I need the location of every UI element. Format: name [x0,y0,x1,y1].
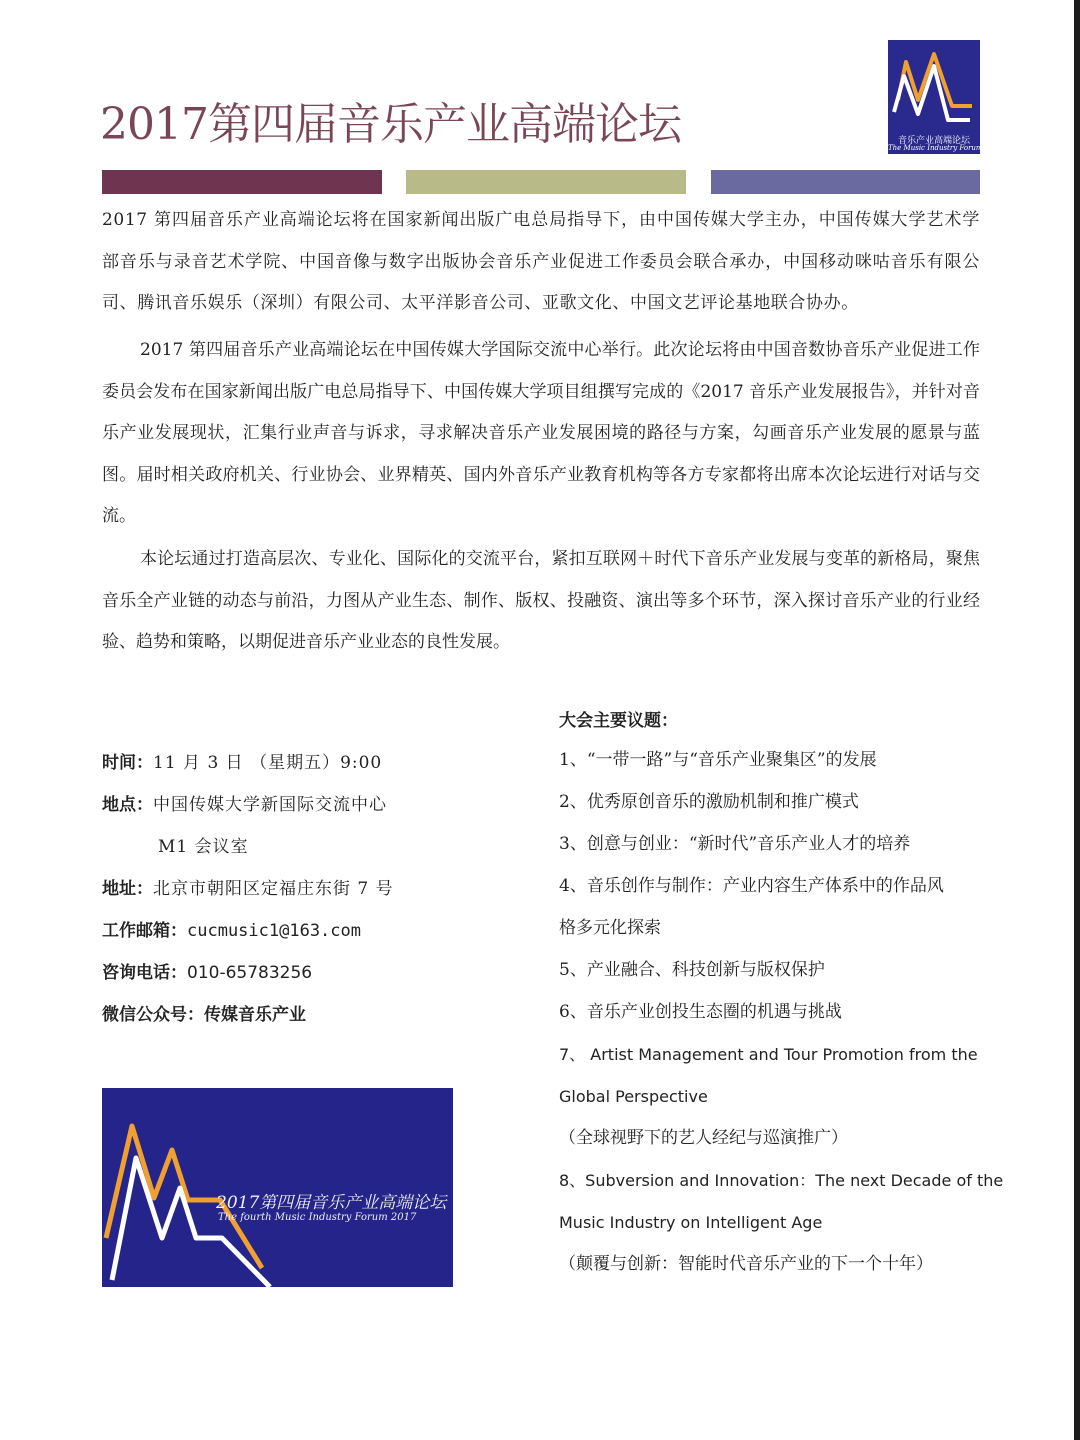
venue-paragraph: 2017 第四届音乐产业高端论坛在中国传媒大学国际交流中心举行。此次论坛将由中国音数协音乐产业促进工作委员会发布在国家新闻出版广电总局指导下、中国传媒大学项目组撰写完成的《2017 音乐产业发展报告》，并针对音乐产业发展现状，汇集行业声音与诉求，寻求解决音乐产业发展困境的路径与方案，勾画音乐产业发展的愿景与蓝图。届时相关政府机关、行业协会、业界精英、国内外音乐产业教育机构等各方专家都将出席本次论坛进行对话与交流。 [102,340,980,526]
info-room [158,832,249,857]
topic-line: 1、“一带一路”与“音乐产业聚集区”的发展 [559,750,877,770]
topic-line: 5、产业融合、科技创新与版权保护 [559,960,825,980]
address-label: 地址： [102,879,153,899]
page-edge-shadow [1074,0,1080,1440]
wechat-value: 传媒音乐产业 [204,1005,306,1025]
info-address [102,874,394,899]
time-label: 时间： [102,753,153,773]
topic-line: 4、音乐创作与制作：产业内容生产体系中的作品风 [559,876,944,896]
banner-title-en: The fourth Music Industry Forum 2017 [218,1212,417,1223]
topic-line: Global Perspective [559,1087,708,1106]
purpose-paragraph: 本论坛通过打造高层次、专业化、国际化的交流平台，紧扣互联网＋时代下音乐产业发展与变革的新格局，聚焦音乐全产业链的动态与前沿，力图从产业生态、制作、版权、投融资、演出等多个环节，深入探讨音乐产业的行业经验、趋势和策略，以期促进音乐产业业态的良性发展。 [102,549,980,652]
topic-line: 7、 Artist Management and Tour Promotion from the [559,1045,978,1064]
topic-line: 3、创意与创业：“新时代”音乐产业人才的培养 [559,834,911,854]
forum-logo [888,40,983,154]
place-label: 地点： [102,795,153,815]
room-value: M1 会议室 [158,837,249,857]
forum-logo-m-icon [888,40,980,132]
forum-banner [102,1088,453,1287]
topic-line: （全球视野下的艺人经纪与巡演推广） [559,1128,848,1148]
intro-paragraph: 2017 第四届音乐产业高端论坛将在国家新闻出版广电总局指导下，由中国传媒大学主办，中国传媒大学艺术学部音乐与录音艺术学院、中国音像与数字出版协会音乐产业促进工作委员会联合承办，中国移动咪咕音乐有限公司、腾讯音乐娱乐（深圳）有限公司、太平洋影音公司、亚歌文化、中国文艺评论基地联合协办。 [102,210,980,313]
info-wechat [102,1000,306,1025]
info-time [102,748,382,773]
topic-line: 6、音乐产业创投生态圈的机遇与挑战 [559,1002,842,1022]
topics-heading: 大会主要议题： [559,711,678,731]
wechat-label: 微信公众号： [102,1005,204,1025]
address-value: 北京市朝阳区定福庄东街 7 号 [153,879,394,899]
info-email [102,916,361,941]
time-value: 11 月 3 日 （星期五）9:00 [153,753,383,773]
phone-value: 010-65783256 [187,963,313,983]
color-bar-purple [711,170,980,194]
topic-line: （颠覆与创新：智能时代音乐产业的下一个十年） [559,1254,933,1274]
logo-en-text: The Music Industry Forum [888,144,983,152]
topic-line: 2、优秀原创音乐的激励机制和推广模式 [559,792,859,812]
email-label: 工作邮箱： [102,921,187,941]
info-place [102,790,387,815]
phone-label: 咨询电话： [102,963,187,983]
topic-line: 格多元化探索 [559,918,661,938]
info-phone [102,958,312,983]
banner-title-cn: 2017第四届音乐产业高端论坛 [216,1193,447,1213]
color-bar-maroon [102,170,382,194]
email-value[interactable]: cucmusic1@163.com [187,921,361,941]
topic-line: Music Industry on Intelligent Age [559,1213,823,1232]
topic-line: 8、Subversion and Innovation：The next Decade of the [559,1171,1004,1190]
color-bar-olive [406,170,686,194]
logo-cn-text: 音乐产业高端论坛 [897,136,970,146]
page-title: 2017第四届音乐产业高端论坛 [100,99,681,150]
place-value: 中国传媒大学新国际交流中心 [153,795,387,815]
